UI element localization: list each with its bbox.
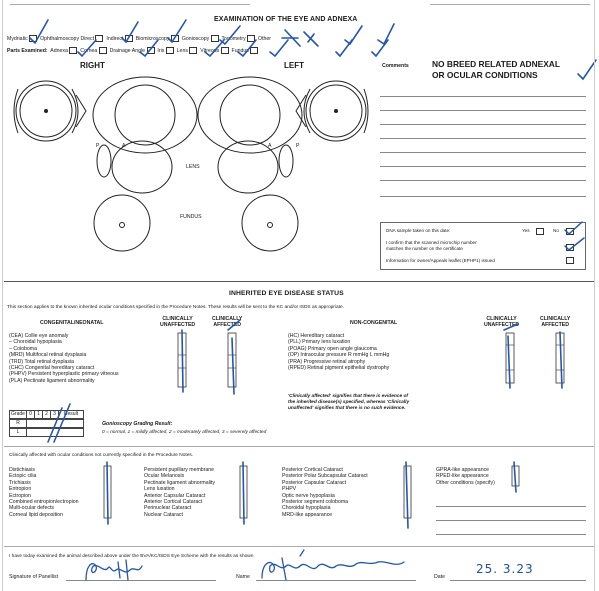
list-item: (OP) Intraocular pressure R mmHg L mmHg xyxy=(288,352,390,359)
list-item: Persistent pupillary membrane xyxy=(144,467,215,473)
list-item: Posterior segment coloboma xyxy=(282,499,349,506)
part-cornea: Cornea xyxy=(80,47,98,54)
list-item: (POAG) Primary open angle glaucoma xyxy=(288,345,377,352)
list-item: Distichiasis xyxy=(9,467,35,473)
list-item: – Choroidal hypoplasia xyxy=(9,339,62,346)
inherited-intro: This section applies to the known inherited ocular conditions specified in the Procedure Notes. These results will be sent to the KC and/or ISDS as appropriate. xyxy=(7,305,344,310)
date-value: 25. 3.23 xyxy=(476,562,534,576)
grade-header: Grade xyxy=(9,410,27,419)
list-item: Ectopic cilia xyxy=(9,473,37,480)
list-item: (CEA) Collie eye anomaly xyxy=(9,333,69,339)
list-item: Posterior Polar Subcapsular Cataract xyxy=(282,473,368,480)
clin-affected-header-2: CLINICALLY AFFECTED xyxy=(540,316,571,329)
list-item: Entropion xyxy=(9,486,32,493)
parts-label: Parts Examined: xyxy=(7,47,48,54)
comment-text-line1: NO BREED RELATED ADNEXAL xyxy=(432,59,560,69)
a-label-right: A xyxy=(122,143,126,149)
list-item: Trichiasis xyxy=(9,479,31,486)
list-item: PHPV xyxy=(282,486,297,493)
list-item: Other conditions (specify) xyxy=(436,479,495,486)
grade-result-header: Result xyxy=(58,410,84,419)
left-eye-label: LEFT xyxy=(284,61,304,70)
microchip-confirm-2: matches the number on the certificate xyxy=(386,246,463,251)
method-ophthalmoscopy-direct: Ophthalmoscopy Direct xyxy=(40,35,95,42)
right-eye-label: RIGHT xyxy=(80,61,105,70)
dna-yes-label: Yes xyxy=(522,228,530,233)
clin-affected-header-1: CLINICALLY AFFECTED xyxy=(212,316,243,329)
list-item: (TRD) Total retinal dysplasia xyxy=(9,358,75,365)
grade-row-r: R xyxy=(9,419,27,428)
list-item: Nuclear Cataract xyxy=(144,511,183,518)
list-item: Posterior Cortical Cataract xyxy=(282,467,343,473)
dna-no-label: No xyxy=(553,228,559,233)
list-item: Choroidal hypoplasia xyxy=(282,505,331,512)
grade-col-1: 1 xyxy=(34,410,43,419)
lens-label: LENS xyxy=(186,164,200,170)
page-edge-left xyxy=(2,0,3,591)
list-item: (RPED) Retinal pigment epithelial dystrophy xyxy=(288,365,390,372)
list-item: GPRA-like appearance xyxy=(436,467,490,473)
p-label-right: P xyxy=(96,143,100,149)
list-item: – Coloboma xyxy=(9,345,37,352)
list-item: (PHPV) Persistent hyperplastic primary vitreous xyxy=(9,371,119,378)
list-item: Pectinate ligament abnormality xyxy=(144,479,215,486)
part-lens: Lens xyxy=(176,47,188,54)
method-indirect: Indirect xyxy=(106,35,124,42)
inherited-title: INHERITED EYE DISEASE STATUS xyxy=(229,290,344,297)
list-item: (HC) Hereditary cataract xyxy=(288,333,345,339)
list-item: Anterior Cortical Cataract xyxy=(144,499,203,506)
list-item: (CHC) Congenital hereditary cataract xyxy=(9,365,95,372)
part-iris: Iris xyxy=(157,47,165,54)
list-item: RPED-like appearance xyxy=(436,473,489,480)
part-drainage-angle: Drainage Angle xyxy=(109,47,146,54)
fundus-label: FUNDUS xyxy=(180,214,202,220)
list-item: Lens luxation xyxy=(144,486,175,493)
method-gonioscopy: Gonioscopy xyxy=(181,35,210,42)
method-tonometry: Tonometry xyxy=(221,35,246,42)
name-label: Name xyxy=(236,574,250,580)
list-item: (PRA) Progressive retinal atrophy xyxy=(288,358,366,365)
list-item: Optic nerve hypoplasia xyxy=(282,492,335,499)
gonioscopy-scale: 0 = normal, 1 = mildly affected, 2 = moderately affected, 3 = severely affected xyxy=(102,430,267,435)
clin-unaffected-header-1: CLINICALLY UNAFFECTED xyxy=(160,316,196,329)
other-intro: Clinically affected with ocular conditions not currently specified in the Procedure Notes. xyxy=(9,453,194,458)
method-other: Other xyxy=(258,35,272,42)
part-vitreous: Vitreous xyxy=(200,47,220,54)
dna-question: DNA sample taken on this date: xyxy=(386,228,451,233)
clinical-note: 'Clinically affected' signifies that there is evidence of the inherited disease(s) specified, whereas 'Clinically unaffected' signifies that there is no such evidence. xyxy=(288,394,410,411)
list-item: Combined entropion/ectropion xyxy=(9,499,79,506)
grade-col-0: 0 xyxy=(26,410,35,419)
grade-row-l: L xyxy=(9,428,27,437)
list-item: Ectropion xyxy=(9,492,31,499)
list-item: MRD-like appearance xyxy=(282,511,333,518)
list-item: Posterior Capsular Cataract xyxy=(282,479,347,486)
list-item: Perinuclear Cataract xyxy=(144,505,192,512)
list-item: Multi-ocular defects xyxy=(9,505,54,512)
list-item: Corneal lipid deposition xyxy=(9,511,63,518)
declaration: I have today examined the animal described above under the BVA/KC/ISDS Eye Scheme with the results as shown xyxy=(9,554,254,559)
comment-text-line2: OR OCULAR CONDITIONS xyxy=(432,70,538,80)
part-fundus: Fundus xyxy=(231,47,249,54)
p-label-left: P xyxy=(296,143,300,149)
method-mydriatic: Mydriatic xyxy=(7,35,28,42)
leaflet-issued: Information for owner/Appeals leaflet (EPHP1) issued xyxy=(386,258,495,263)
date-label: Date xyxy=(434,574,445,580)
method-biomicroscopy: Biomicroscopy xyxy=(135,35,170,42)
congenital-header: CONGENITAL/NEONATAL xyxy=(40,320,104,326)
comments-label: Comments xyxy=(382,63,409,69)
microchip-confirm-1: I confirm that the scanned microchip number xyxy=(386,240,477,245)
list-item: (MRD) Multifocal retinal dysplasia xyxy=(9,352,87,359)
list-item: Anterior Capsular Cataract xyxy=(144,492,206,499)
page-edge-right xyxy=(594,0,595,591)
a-label-left: A xyxy=(268,143,272,149)
grade-col-3: 3 xyxy=(50,410,59,419)
list-item: (PLL) Primary lens luxation xyxy=(288,339,351,346)
part-adnexa: Adnexa xyxy=(50,47,68,54)
signature-label: Signature of Panellist xyxy=(9,574,59,580)
exam-title: EXAMINATION OF THE EYE AND ADNEXA xyxy=(214,16,358,23)
grade-col-2: 2 xyxy=(42,410,51,419)
noncongenital-header: NON-CONGENITAL xyxy=(350,320,398,326)
list-item: (PLA) Pectinate ligament abnormality xyxy=(9,377,95,384)
clin-unaffected-header-2: CLINICALLY UNAFFECTED xyxy=(484,316,520,329)
gonioscopy-title: Gonioscopy Grading Result: xyxy=(102,421,173,427)
list-item: Ocular Melanosis xyxy=(144,473,185,480)
